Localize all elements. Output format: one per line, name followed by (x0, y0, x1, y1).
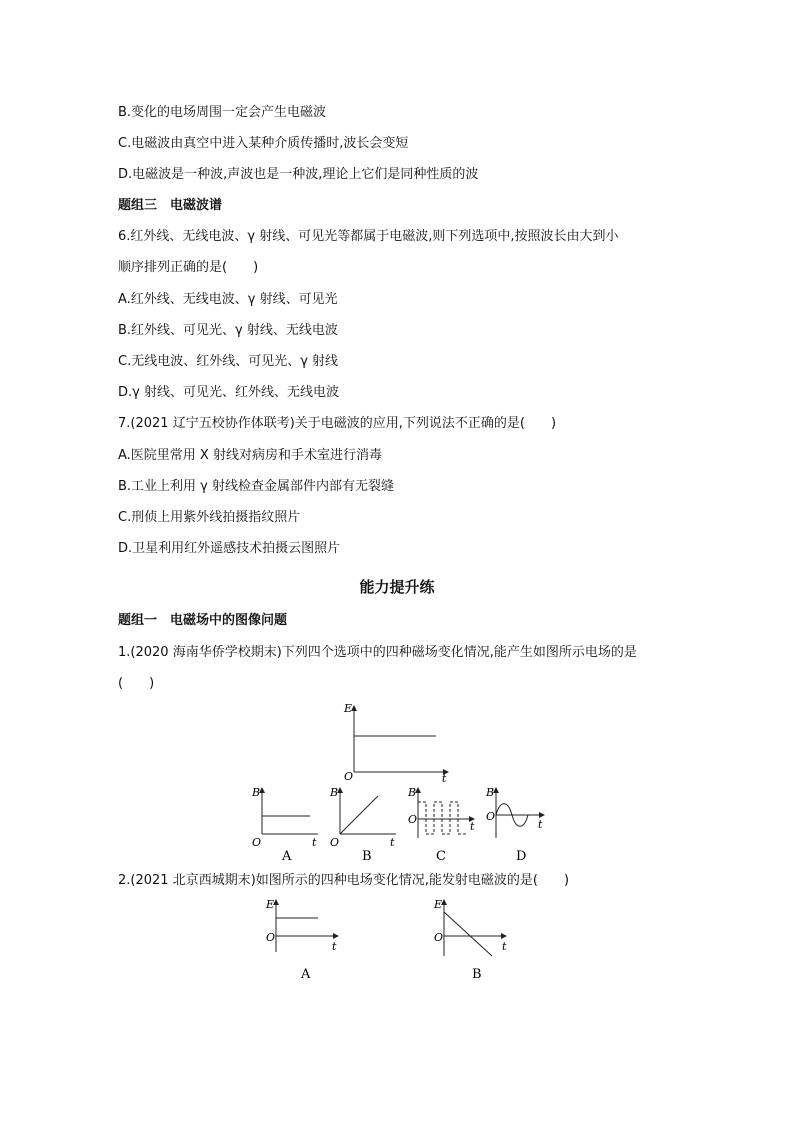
group3-heading: 题组三 电磁波谱 (118, 198, 223, 213)
q2-option-a-graph (262, 894, 352, 984)
q1-option-d-graph (482, 782, 562, 864)
axis-label-t: t (502, 940, 507, 953)
axis-label-t: t (332, 940, 337, 953)
option-label-c: C (436, 849, 446, 864)
origin-label: O (434, 931, 444, 944)
axis-label-t: t (470, 820, 475, 833)
origin-label: O (344, 770, 354, 783)
axis-label-t: t (390, 836, 395, 849)
axis-label-b: B (486, 786, 495, 799)
axis-label-t: t (442, 772, 447, 785)
option-b: B.变化的电场周围一定会产生电磁波 (118, 105, 327, 120)
option-label-b: B (472, 967, 482, 982)
q7-stem: 7.(2021 辽宁五校协作体联考)关于电磁波的应用,下列说法不正确的是( ) (118, 416, 557, 431)
origin-label: O (408, 813, 418, 826)
q1-option-b-graph (326, 782, 406, 864)
q6-stem-line1: 6.红外线、无线电波、γ 射线、可见光等都属于电磁波,则下列选项中,按照波长由大到小 (118, 229, 619, 244)
q7-option-c: C.刑侦上用紫外线拍摄指纹照片 (118, 510, 301, 525)
origin-label: O (266, 931, 276, 944)
option-label-a: A (301, 967, 311, 982)
section-title: 能力提升练 (359, 578, 435, 596)
q1-stem-line2: ( ) (118, 676, 155, 691)
option-label-d: D (516, 849, 527, 864)
q7-option-b: B.工业上利用 γ 射线检查金属部件内部有无裂缝 (118, 479, 395, 494)
q6-option-c: C.无线电波、红外线、可见光、γ 射线 (118, 354, 339, 369)
axis-label-e: E (266, 898, 275, 911)
q6-stem-line2: 顺序排列正确的是( ) (118, 260, 259, 275)
axis-label-b: B (330, 786, 339, 799)
axis-label-b: B (252, 786, 261, 799)
origin-label: O (330, 836, 340, 849)
q1-stem-line1: 1.(2020 海南华侨学校期末)下列四个选项中的四种磁场变化情况,能产生如图所示电场的是 (118, 645, 637, 660)
q7-option-d: D.卫星利用红外遥感技术拍摄云图照片 (118, 541, 341, 556)
axis-label-e: E (434, 898, 443, 911)
q6-option-a: A.红外线、无线电波、γ 射线、可见光 (118, 292, 338, 307)
origin-label: O (252, 836, 262, 849)
option-label-a: A (282, 849, 292, 864)
q6-option-d: D.γ 射线、可见光、红外线、无线电波 (118, 385, 339, 400)
option-c: C.电磁波由真空中进入某种介质传播时,波长会变短 (118, 136, 409, 151)
axis-label-e: E (344, 702, 353, 715)
q1-option-a-graph (248, 782, 328, 864)
q1-e-field-graph (338, 700, 458, 785)
option-label-b: B (362, 849, 372, 864)
q2-stem: 2.(2021 北京西城期末)如图所示的四种电场变化情况,能发射电磁波的是( ) (118, 873, 570, 888)
axis-label-b: B (408, 786, 417, 799)
axis-label-t: t (312, 836, 317, 849)
q1-option-c-graph (404, 782, 484, 864)
axis-label-t: t (538, 818, 543, 831)
q2-option-b-graph (430, 894, 520, 984)
q6-option-b: B.红外线、可见光、γ 射线、无线电波 (118, 323, 338, 338)
option-d: D.电磁波是一种波,声波也是一种波,理论上它们是同种性质的波 (118, 167, 479, 182)
origin-label: O (486, 810, 496, 823)
group1-heading: 题组一 电磁场中的图像问题 (118, 613, 288, 628)
q7-option-a: A.医院里常用 X 射线对病房和手术室进行消毒 (118, 448, 382, 463)
